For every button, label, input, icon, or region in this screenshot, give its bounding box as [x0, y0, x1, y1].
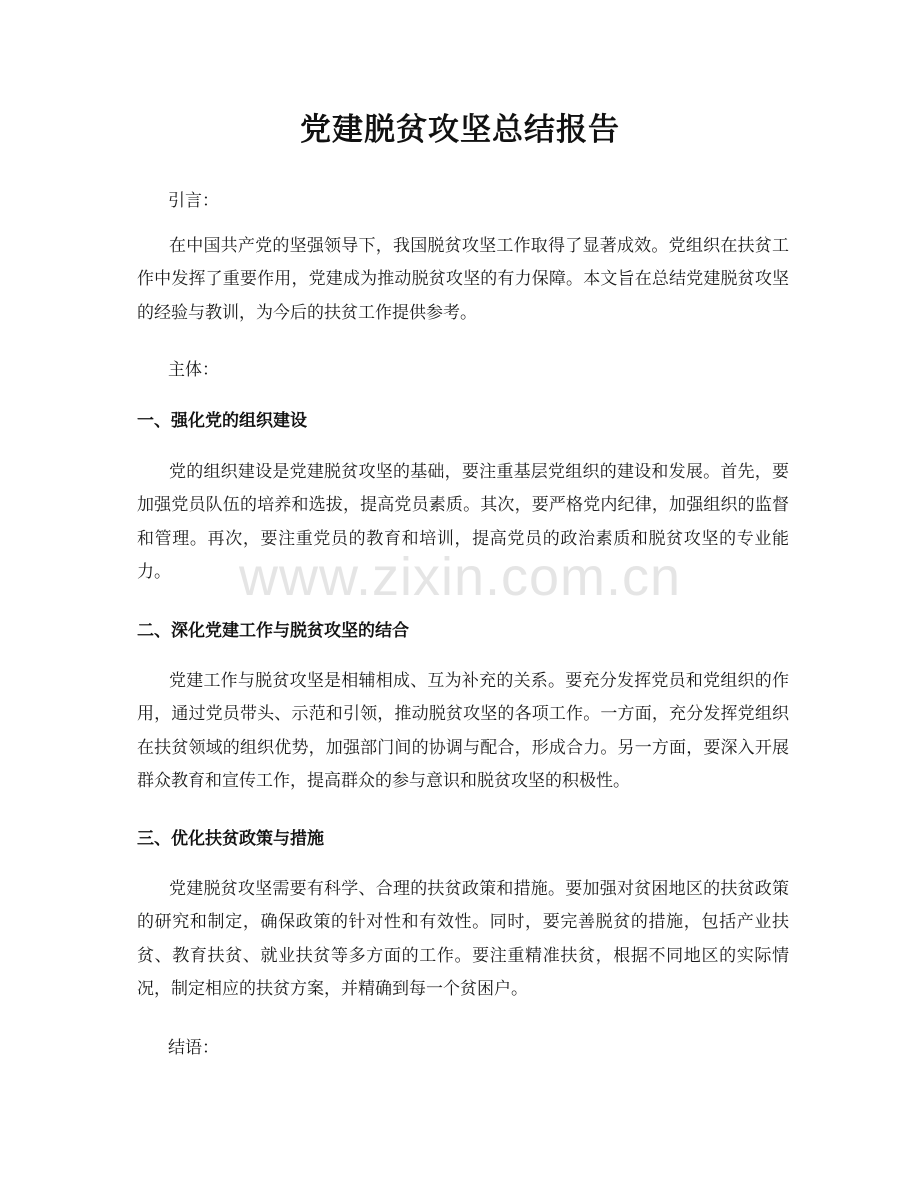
section-1-paragraph: 党的组织建设是党建脱贫攻坚的基础，要注重基层党组织的建设和发展。首先，要加强党员队伍的培养和选拔，提高党员素质。其次，要严格党内纪律，加强组织的监督和管理。再次，要注重党员的教育和培训，提高党员的政治素质和脱贫攻坚的专业能力。	[137, 462, 789, 582]
document-title: 党建脱贫攻坚总结报告	[300, 112, 620, 148]
section-2-paragraph: 党建工作与脱贫攻坚是相辅相成、互为补充的关系。要充分发挥党员和党组织的作用，通过党员带头、示范和引领，推动脱贫攻坚的各项工作。一方面，充分发挥党组织在扶贫领域的组织优势，加强部门间的协调与配合，形成合力。另一方面，要深入开展群众教育和宣传工作，提高群众的参与意识和脱贫攻坚的积极性。	[137, 671, 789, 791]
intro-label: 引言：	[168, 191, 219, 211]
section-3-heading: 三、优化扶贫政策与措施	[137, 829, 324, 849]
body-label: 主体：	[168, 360, 219, 380]
watermark-text: www.zixin.com.cn	[238, 547, 682, 607]
conclusion-label: 结语：	[168, 1038, 219, 1058]
section-2-heading: 二、深化党建工作与脱贫攻坚的结合	[137, 621, 409, 641]
section-3-paragraph: 党建脱贫攻坚需要有科学、合理的扶贫政策和措施。要加强对贫困地区的扶贫政策的研究和制定，确保政策的针对性和有效性。同时，要完善脱贫的措施，包括产业扶贫、教育扶贫、就业扶贫等多方面的工作。要注重精准扶贫，根据不同地区的实际情况，制定相应的扶贫方案，并精确到每一个贫困户。	[137, 879, 789, 999]
intro-paragraph: 在中国共产党的坚强领导下，我国脱贫攻坚工作取得了显著成效。党组织在扶贫工作中发挥了重要作用，党建成为推动脱贫攻坚的有力保障。本文旨在总结党建脱贫攻坚的经验与教训，为今后的扶贫工作提供参考。	[137, 236, 789, 323]
section-1-heading: 一、强化党的组织建设	[137, 411, 307, 431]
